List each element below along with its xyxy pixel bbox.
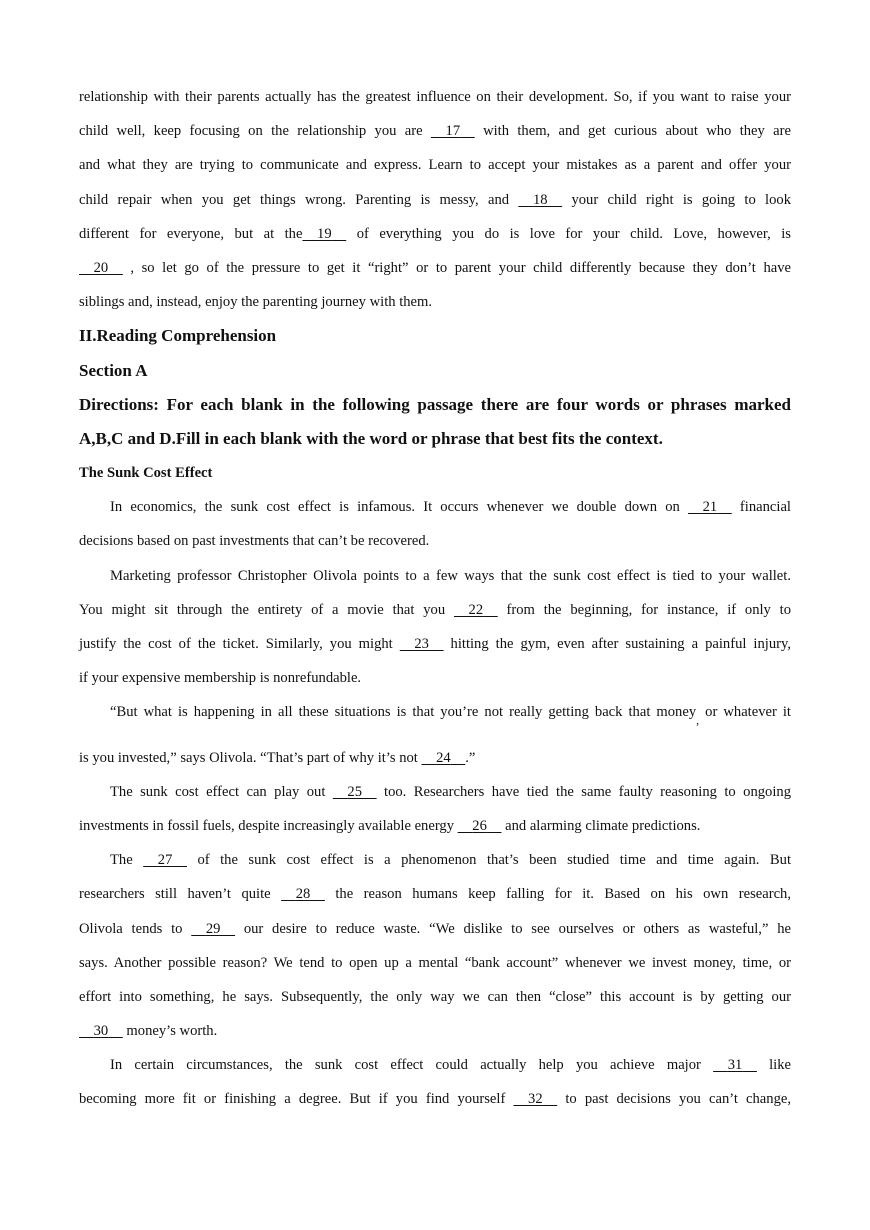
text-line <box>79 217 791 251</box>
text-line <box>79 490 791 524</box>
passage-title: The Sunk Cost Effect <box>79 465 213 482</box>
text: “But what is happening in all these situations is that you’re not really getting back that money <box>110 704 697 721</box>
text: and alarming climate predictions. <box>501 817 701 834</box>
paragraph-2 <box>79 559 791 696</box>
text: child repair when you get things wrong. Parenting is messy, and <box>79 191 519 208</box>
text: is you invested,” says Olivola. “That’s part of why it’s not <box>79 749 422 766</box>
text-line <box>79 1082 791 1116</box>
text-line <box>79 695 791 729</box>
text: relationship with their parents actually has the greatest influence on their development. So, if you want to raise your <box>79 89 791 105</box>
blank-23[interactable]: 23 <box>414 636 429 652</box>
text-line <box>79 741 791 775</box>
text: .” <box>465 749 476 766</box>
text-line <box>79 627 791 661</box>
part-heading: II.Reading Comprehension <box>79 326 277 346</box>
blank-25[interactable]: 25 <box>347 783 362 800</box>
blank-17[interactable]: 17 <box>445 123 461 140</box>
text: too. Researchers have tied the same faulty reasoning to ongoing <box>376 783 791 800</box>
text: financial <box>731 499 791 516</box>
text: The sunk cost effect can play out <box>110 783 333 800</box>
text: The <box>110 852 144 869</box>
text: child well, keep focusing on the relationship you are <box>79 123 431 140</box>
text: your child right is going to look <box>562 191 791 208</box>
text-line <box>79 80 791 114</box>
text: siblings and, instead, enjoy the parenting journey with them. <box>79 294 433 311</box>
blank-20[interactable]: 20 <box>93 259 109 276</box>
directions-line-2: A,B,C and D.Fill in each blank with the word or phrase that best fits the context. <box>79 428 663 448</box>
text-line <box>79 843 791 877</box>
paragraph-6 <box>79 1048 791 1116</box>
text: says. Another possible reason? We tend to open up a mental “bank account” whenever we invest money, time, or <box>79 954 791 971</box>
spacer <box>79 730 791 741</box>
blank-30[interactable]: 30 <box>93 1023 109 1040</box>
text: justify the cost of the ticket. Similarly, you might <box>79 636 400 652</box>
text: from the beginning, for instance, if only to <box>497 601 791 618</box>
text: our desire to reduce waste. “We dislike to see ourselves or others as wasteful,” he <box>235 920 791 937</box>
blank-22[interactable]: 22 <box>468 601 484 618</box>
intro-paragraph <box>79 80 791 319</box>
text-line <box>79 980 791 1014</box>
text-line <box>79 1048 791 1082</box>
text: to past decisions you can’t change, <box>557 1091 791 1108</box>
text: , so let go of the pressure to get it “right” or to parent your child differently because they don’t have <box>122 259 791 276</box>
blank-24[interactable]: 24 <box>436 749 451 766</box>
blank-27[interactable]: 27 <box>157 852 173 869</box>
section-heading: Section A <box>79 360 148 380</box>
text: In certain circumstances, the sunk cost effect could actually help you achieve major <box>110 1057 714 1074</box>
stray-comma: , <box>696 713 700 728</box>
text: Marketing professor Christopher Olivola points to a few ways that the sunk cost effect is tied to your wallet. <box>110 567 791 584</box>
text-line <box>79 285 791 319</box>
text: with them, and get curious about who they are <box>474 123 791 140</box>
paragraph-4 <box>79 775 791 843</box>
text-line <box>79 559 791 593</box>
blank-19[interactable]: 19 <box>317 225 332 242</box>
text: In economics, the sunk cost effect is infamous. It occurs whenever we double down on <box>110 499 688 516</box>
text: of the sunk cost effect is a phenomenon that’s been studied time and time again. But <box>186 852 791 869</box>
document-page <box>79 80 791 1117</box>
text-line <box>79 593 791 627</box>
blank-21[interactable]: 21 <box>702 499 718 516</box>
text: and what they are trying to communicate and express. Learn to accept your mistakes as a parent and offer your <box>79 157 791 174</box>
text-line <box>79 946 791 980</box>
text: Olivola tends to <box>79 920 192 937</box>
text: hitting the gym, even after sustaining a painful injury, <box>443 636 791 652</box>
text: of everything you do is love for your child. Love, however, is <box>346 225 791 242</box>
text-line <box>79 148 791 182</box>
paragraph-1 <box>79 490 791 558</box>
paragraph-3 <box>79 695 791 774</box>
text-line <box>79 114 791 148</box>
directions-line-1: Directions: For each blank in the following passage there are four words or phrases marked <box>79 394 791 414</box>
text-line <box>79 524 791 558</box>
blank-32[interactable]: 32 <box>528 1091 543 1108</box>
text-line <box>79 912 791 946</box>
text-line <box>79 1014 791 1048</box>
blank-29[interactable]: 29 <box>205 920 221 937</box>
text-line <box>79 809 791 843</box>
blank-18[interactable]: 18 <box>532 191 548 208</box>
blank-28[interactable]: 28 <box>295 886 311 903</box>
blank-26[interactable]: 26 <box>472 817 487 834</box>
text: like <box>756 1057 791 1074</box>
text: researchers still haven’t quite <box>79 886 282 903</box>
text-line <box>79 775 791 809</box>
text: decisions based on past investments that can’t be recovered. <box>79 533 430 550</box>
text: You might sit through the entirety of a movie that you <box>79 601 454 618</box>
text: different for everyone, but at the <box>79 225 303 242</box>
text: effort into something, he says. Subsequently, the only way we can then “close” this account is by getting our <box>79 988 791 1005</box>
text-line <box>79 251 791 285</box>
text: money’s worth. <box>122 1023 218 1040</box>
text: or whatever it <box>699 704 791 721</box>
text: investments in fossil fuels, despite increasingly available energy <box>79 817 458 834</box>
text-line <box>79 661 791 695</box>
text-line <box>79 877 791 911</box>
paragraph-5 <box>79 843 791 1048</box>
blank-31[interactable]: 31 <box>727 1057 743 1074</box>
text: the reason humans keep falling for it. Based on his own research, <box>324 886 791 903</box>
text-line <box>79 183 791 217</box>
text: if your expensive membership is nonrefundable. <box>79 670 362 687</box>
text: becoming more fit or finishing a degree. But if you find yourself <box>79 1091 514 1108</box>
